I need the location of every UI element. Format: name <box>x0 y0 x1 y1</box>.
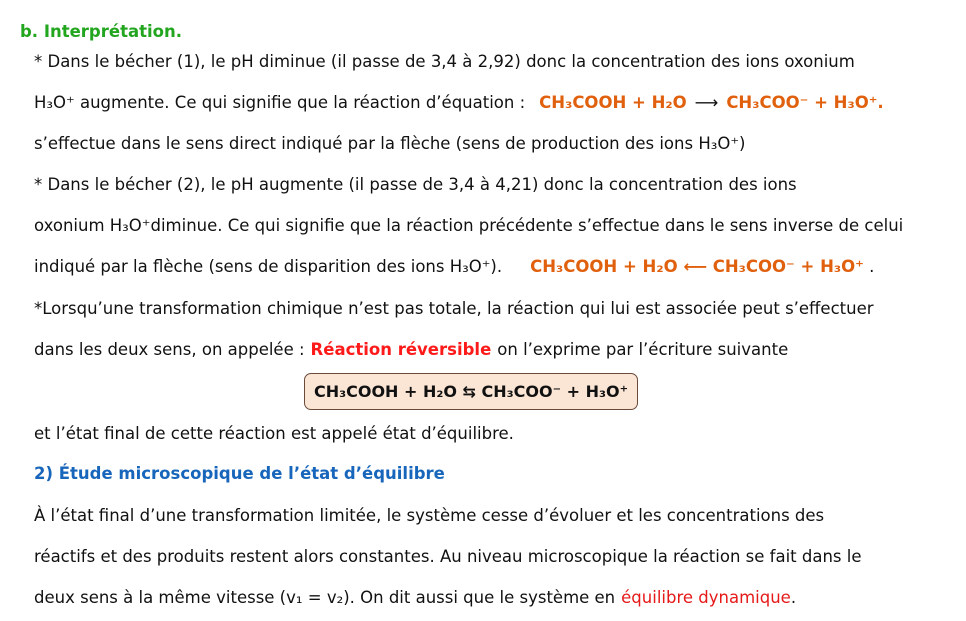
reversible-line3: et l’état final de cette réaction est appelé état d’équilibre. <box>34 424 514 443</box>
section-2-line3-before: deux sens à la même vitesse (v₁ = v₂). On dit aussi que le système en <box>34 588 616 607</box>
reversible-line1: *Lorsqu’une transformation chimique n’est pas totale, la réaction qui lui est associée peut s’effectuer <box>34 299 874 318</box>
reversible-reaction-label: Réaction réversible <box>310 340 492 359</box>
beaker2-equation-end: . <box>863 257 875 276</box>
reversible-line2-after: on l’exprime par l’écriture suivante <box>497 340 789 359</box>
reversible-line2 <box>34 339 788 361</box>
beaker2-line2: oxonium H₃O⁺diminue. Ce qui signifie que la réaction précédente s’effectue dans le sens inverse de celui <box>34 216 904 235</box>
beaker1-line2-text: H₃O⁺ augmente. Ce qui signifie que la réaction d’équation : <box>34 93 526 112</box>
beaker1-line1: * Dans le bécher (1), le pH diminue (il passe de 3,4 à 2,92) donc la concentration des ions oxonium <box>34 52 855 71</box>
section-2-line3 <box>34 587 796 609</box>
forward-arrow-icon: ⟶ <box>694 93 719 112</box>
section-2-line2: réactifs et des produits restent alors constantes. Au niveau microscopique la réaction se fait dans le <box>34 547 862 566</box>
section-2-line3-after: . <box>790 588 797 607</box>
beaker2-line1: * Dans le bécher (2), le pH augmente (il passe de 3,4 à 4,21) donc la concentration des ions <box>34 175 797 194</box>
beaker2-line3-text: indiqué par la flèche (sens de disparition des ions H₃O⁺). <box>34 257 503 276</box>
beaker1-line2 <box>34 92 884 114</box>
section-2-line1: À l’état final d’une transformation limitée, le système cesse d’évoluer et les concentrations des <box>34 506 825 525</box>
beaker1-equation-right: CH₃COO⁻ + H₃O⁺. <box>726 93 884 112</box>
section-2-title: 2) Étude microscopique de l’état d’équilibre <box>34 464 445 483</box>
reversible-line2-before: dans les deux sens, on appelée : <box>34 340 305 359</box>
section-b-title: b. Interprétation. <box>20 22 182 41</box>
beaker2-line3 <box>34 256 874 278</box>
beaker1-equation-left: CH₃COOH + H₂O <box>539 93 687 112</box>
boxed-equilibrium-equation <box>304 373 638 410</box>
beaker1-line3: s’effectue dans le sens direct indiqué par la flèche (sens de production des ions H₃O⁺) <box>34 134 746 153</box>
dynamic-equilibrium-label: équilibre dynamique <box>621 588 791 607</box>
beaker2-equation: CH₃COOH + H₂O ⟵ CH₃COO⁻ + H₃O⁺ <box>530 257 864 276</box>
boxed-equation-text: CH₃COOH + H₂O ⇆ CH₃COO⁻ + H₃O⁺ <box>313 382 629 401</box>
